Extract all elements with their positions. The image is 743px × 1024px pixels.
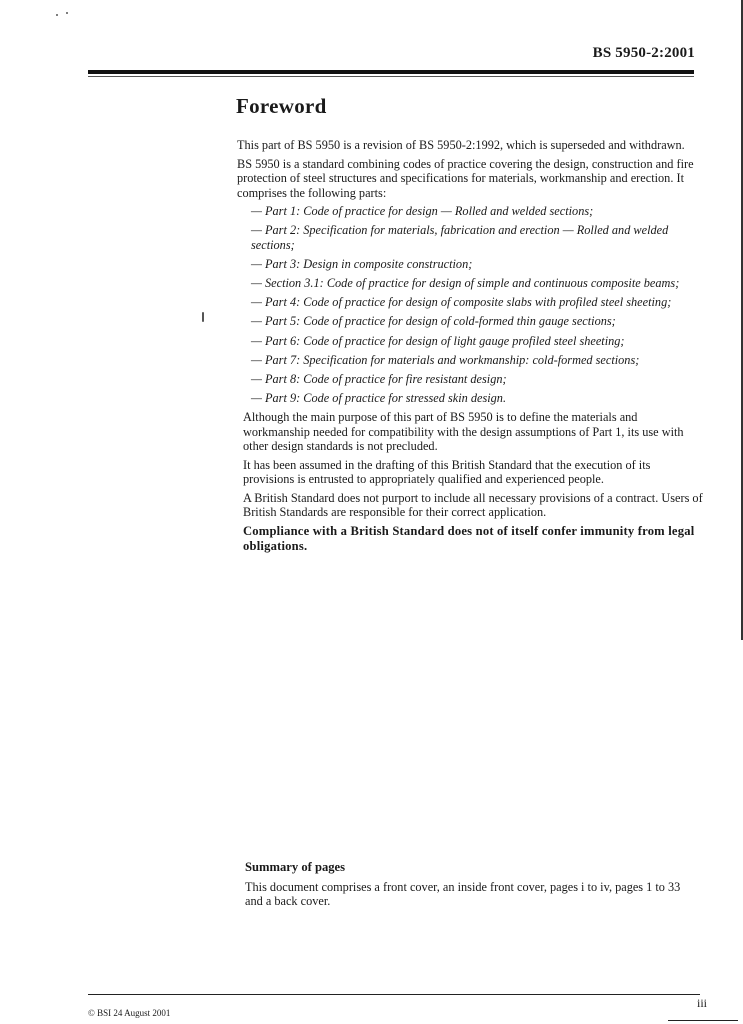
scan-speck xyxy=(202,312,204,322)
list-item: — Part 1: Code of practice for design — Rolled and welded sections; xyxy=(251,204,594,219)
standard-description-paragraph: BS 5950 is a standard combining codes of practice covering the design, construction and fire protection of steel structures and specifications for materials, workmanship and erection. It comprises the following parts: xyxy=(237,156,694,200)
parts-list xyxy=(237,204,703,405)
list-item: — Part 9: Code of practice for stressed skin design. xyxy=(251,390,507,405)
header-rule-thin xyxy=(88,76,694,77)
list-item: — Section 3.1: Code of practice for design of simple and continuous composite beams; xyxy=(251,276,680,291)
scan-speck xyxy=(56,14,58,16)
list-item: — Part 5: Code of practice for design of cold-formed thin gauge sections; xyxy=(251,314,616,329)
list-item: — Part 3: Design in composite construction; xyxy=(251,257,473,272)
list-item: — Part 2: Specification for materials, fabrication and erection — Rolled and welded sections; xyxy=(251,223,669,253)
contract-paragraph: A British Standard does not purport to include all necessary provisions of a contract. Users of British Standards are responsible for their correct application. xyxy=(243,490,703,520)
compliance-note: Compliance with a British Standard does not of itself confer immunity from legal obligations. xyxy=(243,524,695,553)
summary-of-pages xyxy=(245,860,695,909)
assumption-paragraph: It has been assumed in the drafting of this British Standard that the execution of its provisions is entrusted to appropriately qualified and experienced people. xyxy=(243,457,651,487)
purpose-paragraph: Although the main purpose of this part of BS 5950 is to define the materials and workmanship needed for compatibility with the design assumptions of Part 1, its use with other design standards is not precluded. xyxy=(243,409,684,454)
footer-rule xyxy=(88,994,700,995)
document-id: BS 5950-2:2001 xyxy=(592,45,695,61)
summary-heading: Summary of pages xyxy=(245,860,346,874)
foreword-body xyxy=(237,138,703,557)
scan-speck xyxy=(66,12,68,14)
page-title: Foreword xyxy=(236,94,327,118)
crop-mark xyxy=(668,1020,738,1021)
page-number: iii xyxy=(696,996,707,1010)
list-item: — Part 6: Code of practice for design of light gauge profiled steel sheeting; xyxy=(251,333,625,348)
list-item: — Part 8: Code of practice for fire resistant design; xyxy=(251,371,507,386)
summary-text: This document comprises a front cover, an inside front cover, pages i to iv, pages 1 to 33 and a back cover. xyxy=(245,879,681,909)
list-item: — Part 7: Specification for materials and workmanship: cold-formed sections; xyxy=(251,352,640,367)
header-rule xyxy=(88,70,694,74)
intro-paragraph: This part of BS 5950 is a revision of BS 5950-2:1992, which is superseded and withdrawn. xyxy=(237,138,685,152)
copyright-notice: © BSI 24 August 2001 xyxy=(88,1008,171,1018)
list-item: — Part 4: Code of practice for design of composite slabs with profiled steel sheeting; xyxy=(251,295,672,310)
